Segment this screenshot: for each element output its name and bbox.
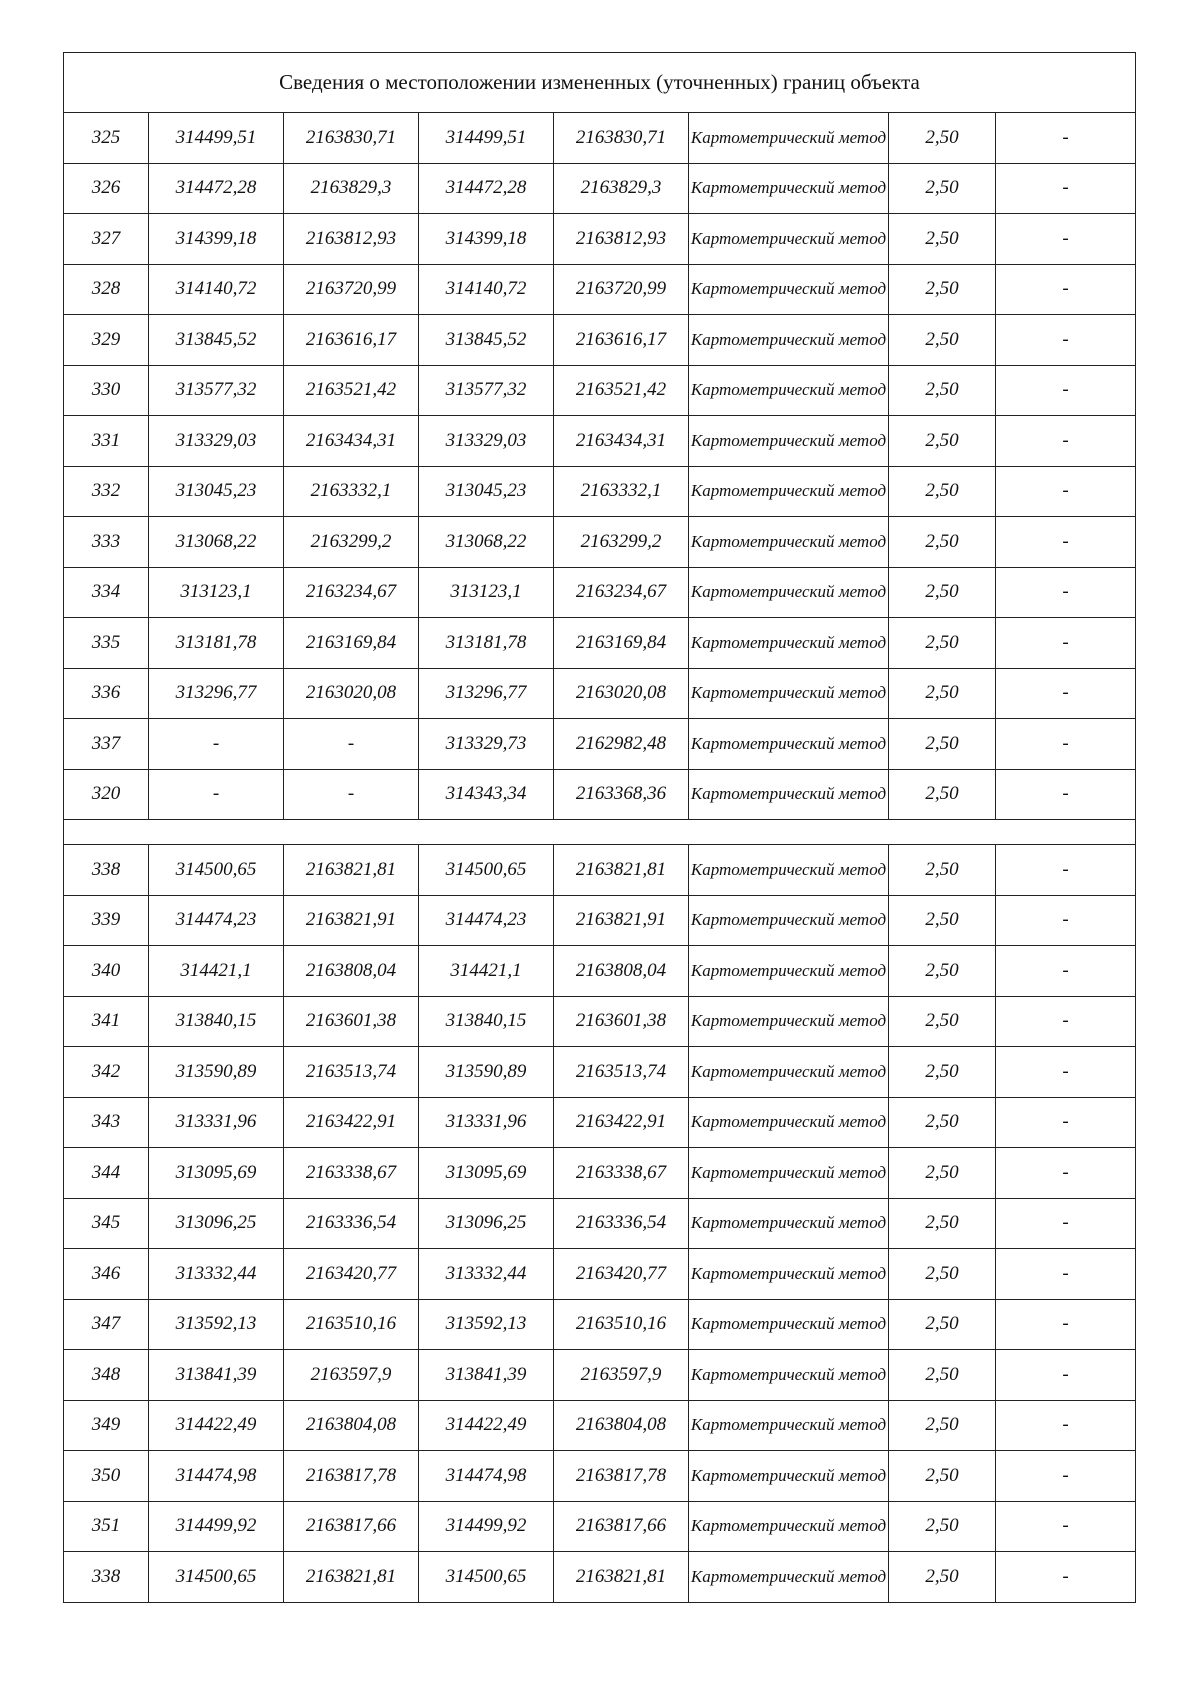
table-row — [64, 264, 1136, 315]
method-cell: Картометрический метод — [689, 1501, 889, 1552]
x-new-cell: 313332,44 — [419, 1249, 554, 1300]
x-new-cell: 314474,98 — [419, 1451, 554, 1502]
table-row — [64, 1198, 1136, 1249]
description-cell: - — [996, 466, 1136, 517]
x-existing-cell: 313331,96 — [149, 1097, 284, 1148]
point-number-cell: 338 — [64, 845, 149, 896]
method-cell: Картометрический метод — [689, 1451, 889, 1502]
method-cell: Картометрический метод — [689, 1047, 889, 1098]
method-cell: Картометрический метод — [689, 113, 889, 164]
description-cell: - — [996, 416, 1136, 467]
y-new-cell: 2163338,67 — [554, 1148, 689, 1199]
accuracy-cell: 2,50 — [889, 163, 996, 214]
point-number-cell: 340 — [64, 946, 149, 997]
method-cell: Картометрический метод — [689, 264, 889, 315]
accuracy-cell: 2,50 — [889, 365, 996, 416]
method-cell: Картометрический метод — [689, 618, 889, 669]
method-cell: Картометрический метод — [689, 1249, 889, 1300]
description-cell: - — [996, 1047, 1136, 1098]
method-cell: Картометрический метод — [689, 1552, 889, 1603]
table-row — [64, 1400, 1136, 1451]
accuracy-cell: 2,50 — [889, 1097, 996, 1148]
description-cell: - — [996, 618, 1136, 669]
x-existing-cell: 313329,03 — [149, 416, 284, 467]
table-title: Сведения о местоположении измененных (уточненных) границ объекта — [64, 53, 1136, 113]
description-cell: - — [996, 214, 1136, 265]
accuracy-cell: 2,50 — [889, 769, 996, 820]
point-number-cell: 320 — [64, 769, 149, 820]
accuracy-cell: 2,50 — [889, 1501, 996, 1552]
point-number-cell: 325 — [64, 113, 149, 164]
point-number-cell: 326 — [64, 163, 149, 214]
x-existing-cell: 314399,18 — [149, 214, 284, 265]
x-existing-cell: 314500,65 — [149, 845, 284, 896]
y-existing-cell: 2163422,91 — [284, 1097, 419, 1148]
point-number-cell: 343 — [64, 1097, 149, 1148]
method-cell: Картометрический метод — [689, 466, 889, 517]
table-row — [64, 1148, 1136, 1199]
description-cell: - — [996, 946, 1136, 997]
point-number-cell: 345 — [64, 1198, 149, 1249]
accuracy-cell: 2,50 — [889, 1451, 996, 1502]
y-existing-cell: 2163336,54 — [284, 1198, 419, 1249]
accuracy-cell: 2,50 — [889, 1552, 996, 1603]
table-row — [64, 163, 1136, 214]
y-new-cell: 2163434,31 — [554, 416, 689, 467]
table-row — [64, 996, 1136, 1047]
y-existing-cell: 2163817,78 — [284, 1451, 419, 1502]
x-new-cell: 313840,15 — [419, 996, 554, 1047]
x-existing-cell: 313845,52 — [149, 315, 284, 366]
y-existing-cell: 2163597,9 — [284, 1350, 419, 1401]
description-cell: - — [996, 1249, 1136, 1300]
point-number-cell: 338 — [64, 1552, 149, 1603]
x-new-cell: 313068,22 — [419, 517, 554, 568]
description-cell: - — [996, 769, 1136, 820]
point-number-cell: 339 — [64, 895, 149, 946]
table-row — [64, 1097, 1136, 1148]
x-existing-cell: 314500,65 — [149, 1552, 284, 1603]
x-existing-cell: 313592,13 — [149, 1299, 284, 1350]
y-new-cell: 2163804,08 — [554, 1400, 689, 1451]
method-cell: Картометрический метод — [689, 567, 889, 618]
y-existing-cell: 2163338,67 — [284, 1148, 419, 1199]
point-number-cell: 349 — [64, 1400, 149, 1451]
description-cell: - — [996, 1198, 1136, 1249]
method-cell: Картометрический метод — [689, 719, 889, 770]
x-existing-cell: 314421,1 — [149, 946, 284, 997]
y-new-cell: 2163812,93 — [554, 214, 689, 265]
method-cell: Картометрический метод — [689, 214, 889, 265]
x-existing-cell: 313841,39 — [149, 1350, 284, 1401]
y-existing-cell: 2163808,04 — [284, 946, 419, 997]
method-cell: Картометрический метод — [689, 517, 889, 568]
table-row — [64, 895, 1136, 946]
description-cell: - — [996, 719, 1136, 770]
table-row — [64, 1047, 1136, 1098]
accuracy-cell: 2,50 — [889, 1249, 996, 1300]
y-new-cell: 2163332,1 — [554, 466, 689, 517]
group-separator-row — [64, 820, 1136, 845]
table-row — [64, 365, 1136, 416]
point-number-cell: 347 — [64, 1299, 149, 1350]
table-row — [64, 845, 1136, 896]
table-row — [64, 517, 1136, 568]
x-existing-cell: 314140,72 — [149, 264, 284, 315]
description-cell: - — [996, 113, 1136, 164]
description-cell: - — [996, 845, 1136, 896]
method-cell: Картометрический метод — [689, 1299, 889, 1350]
method-cell: Картометрический метод — [689, 315, 889, 366]
table-row — [64, 1249, 1136, 1300]
x-new-cell: 313123,1 — [419, 567, 554, 618]
method-cell: Картометрический метод — [689, 365, 889, 416]
y-existing-cell: 2163420,77 — [284, 1249, 419, 1300]
y-new-cell: 2163169,84 — [554, 618, 689, 669]
y-existing-cell: 2163720,99 — [284, 264, 419, 315]
x-new-cell: 314140,72 — [419, 264, 554, 315]
x-new-cell: 313096,25 — [419, 1198, 554, 1249]
x-new-cell: 314421,1 — [419, 946, 554, 997]
point-number-cell: 341 — [64, 996, 149, 1047]
y-new-cell: 2163817,78 — [554, 1451, 689, 1502]
x-existing-cell: 314499,92 — [149, 1501, 284, 1552]
accuracy-cell: 2,50 — [889, 1047, 996, 1098]
method-cell: Картометрический метод — [689, 946, 889, 997]
table-row — [64, 1451, 1136, 1502]
accuracy-cell: 2,50 — [889, 996, 996, 1047]
x-new-cell: 313329,03 — [419, 416, 554, 467]
y-new-cell: 2163336,54 — [554, 1198, 689, 1249]
y-existing-cell: 2163821,81 — [284, 845, 419, 896]
y-new-cell: 2163422,91 — [554, 1097, 689, 1148]
description-cell: - — [996, 668, 1136, 719]
accuracy-cell: 2,50 — [889, 315, 996, 366]
description-cell: - — [996, 1299, 1136, 1350]
x-existing-cell: 313123,1 — [149, 567, 284, 618]
method-cell: Картометрический метод — [689, 163, 889, 214]
x-new-cell: 313845,52 — [419, 315, 554, 366]
x-new-cell: 313095,69 — [419, 1148, 554, 1199]
point-number-cell: 344 — [64, 1148, 149, 1199]
point-number-cell: 327 — [64, 214, 149, 265]
x-existing-cell: 313577,32 — [149, 365, 284, 416]
y-existing-cell: 2163521,42 — [284, 365, 419, 416]
x-new-cell: 314472,28 — [419, 163, 554, 214]
point-number-cell: 350 — [64, 1451, 149, 1502]
y-new-cell: 2163368,36 — [554, 769, 689, 820]
description-cell: - — [996, 1148, 1136, 1199]
description-cell: - — [996, 1097, 1136, 1148]
accuracy-cell: 2,50 — [889, 1148, 996, 1199]
x-existing-cell: 313095,69 — [149, 1148, 284, 1199]
point-number-cell: 351 — [64, 1501, 149, 1552]
accuracy-cell: 2,50 — [889, 845, 996, 896]
y-new-cell: 2163808,04 — [554, 946, 689, 997]
x-existing-cell: 314474,98 — [149, 1451, 284, 1502]
accuracy-cell: 2,50 — [889, 517, 996, 568]
y-new-cell: 2163616,17 — [554, 315, 689, 366]
x-existing-cell: 314422,49 — [149, 1400, 284, 1451]
method-cell: Картометрический метод — [689, 895, 889, 946]
description-cell: - — [996, 517, 1136, 568]
description-cell: - — [996, 264, 1136, 315]
description-cell: - — [996, 163, 1136, 214]
y-existing-cell: 2163817,66 — [284, 1501, 419, 1552]
y-existing-cell: 2163830,71 — [284, 113, 419, 164]
y-existing-cell: 2163829,3 — [284, 163, 419, 214]
point-number-cell: 336 — [64, 668, 149, 719]
y-existing-cell: - — [284, 719, 419, 770]
x-existing-cell: 313045,23 — [149, 466, 284, 517]
x-new-cell: 313181,78 — [419, 618, 554, 669]
accuracy-cell: 2,50 — [889, 946, 996, 997]
table-row — [64, 719, 1136, 770]
x-new-cell: 313331,96 — [419, 1097, 554, 1148]
x-new-cell: 314499,92 — [419, 1501, 554, 1552]
x-existing-cell: 313590,89 — [149, 1047, 284, 1098]
point-number-cell: 332 — [64, 466, 149, 517]
y-existing-cell: 2163616,17 — [284, 315, 419, 366]
method-cell: Картометрический метод — [689, 1400, 889, 1451]
x-new-cell: 314474,23 — [419, 895, 554, 946]
x-existing-cell: - — [149, 719, 284, 770]
y-new-cell: 2163513,74 — [554, 1047, 689, 1098]
table-row — [64, 1299, 1136, 1350]
table-row — [64, 1552, 1136, 1603]
y-existing-cell: 2163821,91 — [284, 895, 419, 946]
y-existing-cell: 2163812,93 — [284, 214, 419, 265]
method-cell: Картометрический метод — [689, 996, 889, 1047]
y-new-cell: 2163020,08 — [554, 668, 689, 719]
description-cell: - — [996, 1350, 1136, 1401]
table-title-row — [64, 53, 1136, 113]
method-cell: Картометрический метод — [689, 416, 889, 467]
description-cell: - — [996, 1501, 1136, 1552]
accuracy-cell: 2,50 — [889, 1400, 996, 1451]
method-cell: Картометрический метод — [689, 1148, 889, 1199]
x-new-cell: 313841,39 — [419, 1350, 554, 1401]
table-row — [64, 567, 1136, 618]
x-new-cell: 313590,89 — [419, 1047, 554, 1098]
description-cell: - — [996, 315, 1136, 366]
point-number-cell: 333 — [64, 517, 149, 568]
method-cell: Картометрический метод — [689, 1198, 889, 1249]
x-existing-cell: 313096,25 — [149, 1198, 284, 1249]
accuracy-cell: 2,50 — [889, 264, 996, 315]
description-cell: - — [996, 996, 1136, 1047]
y-new-cell: 2163821,91 — [554, 895, 689, 946]
y-new-cell: 2163234,67 — [554, 567, 689, 618]
x-existing-cell: 313840,15 — [149, 996, 284, 1047]
boundary-coordinates-table — [63, 52, 1136, 1603]
x-new-cell: 314500,65 — [419, 1552, 554, 1603]
method-cell: Картометрический метод — [689, 769, 889, 820]
point-number-cell: 329 — [64, 315, 149, 366]
table-row — [64, 618, 1136, 669]
description-cell: - — [996, 365, 1136, 416]
x-new-cell: 313577,32 — [419, 365, 554, 416]
x-new-cell: 314422,49 — [419, 1400, 554, 1451]
accuracy-cell: 2,50 — [889, 214, 996, 265]
method-cell: Картометрический метод — [689, 1350, 889, 1401]
method-cell: Картометрический метод — [689, 845, 889, 896]
y-new-cell: 2163521,42 — [554, 365, 689, 416]
y-new-cell: 2163597,9 — [554, 1350, 689, 1401]
y-new-cell: 2163829,3 — [554, 163, 689, 214]
y-new-cell: 2163720,99 — [554, 264, 689, 315]
accuracy-cell: 2,50 — [889, 668, 996, 719]
accuracy-cell: 2,50 — [889, 618, 996, 669]
x-existing-cell: 314499,51 — [149, 113, 284, 164]
y-existing-cell: 2163169,84 — [284, 618, 419, 669]
point-number-cell: 331 — [64, 416, 149, 467]
x-new-cell: 314500,65 — [419, 845, 554, 896]
point-number-cell: 342 — [64, 1047, 149, 1098]
table-row — [64, 1350, 1136, 1401]
accuracy-cell: 2,50 — [889, 113, 996, 164]
table-row — [64, 315, 1136, 366]
document-page — [63, 52, 1135, 1603]
table-row — [64, 668, 1136, 719]
y-new-cell: 2162982,48 — [554, 719, 689, 770]
accuracy-cell: 2,50 — [889, 416, 996, 467]
y-existing-cell: 2163804,08 — [284, 1400, 419, 1451]
y-existing-cell: 2163332,1 — [284, 466, 419, 517]
point-number-cell: 346 — [64, 1249, 149, 1300]
x-existing-cell: 313068,22 — [149, 517, 284, 568]
accuracy-cell: 2,50 — [889, 1350, 996, 1401]
y-new-cell: 2163830,71 — [554, 113, 689, 164]
method-cell: Картометрический метод — [689, 1097, 889, 1148]
y-existing-cell: 2163601,38 — [284, 996, 419, 1047]
accuracy-cell: 2,50 — [889, 895, 996, 946]
table-row — [64, 769, 1136, 820]
y-existing-cell: 2163434,31 — [284, 416, 419, 467]
x-existing-cell: 314472,28 — [149, 163, 284, 214]
accuracy-cell: 2,50 — [889, 1299, 996, 1350]
point-number-cell: 337 — [64, 719, 149, 770]
y-new-cell: 2163821,81 — [554, 845, 689, 896]
table-row — [64, 1501, 1136, 1552]
y-existing-cell: 2163513,74 — [284, 1047, 419, 1098]
y-existing-cell: 2163299,2 — [284, 517, 419, 568]
x-existing-cell: 313181,78 — [149, 618, 284, 669]
y-new-cell: 2163299,2 — [554, 517, 689, 568]
accuracy-cell: 2,50 — [889, 567, 996, 618]
table-row — [64, 214, 1136, 265]
method-cell: Картометрический метод — [689, 668, 889, 719]
y-existing-cell: 2163020,08 — [284, 668, 419, 719]
group-separator — [64, 820, 1136, 845]
table-row — [64, 946, 1136, 997]
point-number-cell: 334 — [64, 567, 149, 618]
x-new-cell: 313045,23 — [419, 466, 554, 517]
accuracy-cell: 2,50 — [889, 1198, 996, 1249]
y-new-cell: 2163601,38 — [554, 996, 689, 1047]
table-row — [64, 113, 1136, 164]
description-cell: - — [996, 567, 1136, 618]
description-cell: - — [996, 1400, 1136, 1451]
point-number-cell: 330 — [64, 365, 149, 416]
y-existing-cell: 2163234,67 — [284, 567, 419, 618]
y-new-cell: 2163420,77 — [554, 1249, 689, 1300]
description-cell: - — [996, 1451, 1136, 1502]
x-new-cell: 313592,13 — [419, 1299, 554, 1350]
y-new-cell: 2163510,16 — [554, 1299, 689, 1350]
table-body — [64, 53, 1136, 1603]
x-new-cell: 314399,18 — [419, 214, 554, 265]
table-row — [64, 466, 1136, 517]
y-existing-cell: 2163821,81 — [284, 1552, 419, 1603]
x-existing-cell: - — [149, 769, 284, 820]
x-existing-cell: 313296,77 — [149, 668, 284, 719]
x-existing-cell: 313332,44 — [149, 1249, 284, 1300]
accuracy-cell: 2,50 — [889, 466, 996, 517]
description-cell: - — [996, 1552, 1136, 1603]
x-new-cell: 313296,77 — [419, 668, 554, 719]
point-number-cell: 335 — [64, 618, 149, 669]
point-number-cell: 348 — [64, 1350, 149, 1401]
table-row — [64, 416, 1136, 467]
point-number-cell: 328 — [64, 264, 149, 315]
y-new-cell: 2163817,66 — [554, 1501, 689, 1552]
accuracy-cell: 2,50 — [889, 719, 996, 770]
description-cell: - — [996, 895, 1136, 946]
y-new-cell: 2163821,81 — [554, 1552, 689, 1603]
x-new-cell: 314499,51 — [419, 113, 554, 164]
x-existing-cell: 314474,23 — [149, 895, 284, 946]
x-new-cell: 314343,34 — [419, 769, 554, 820]
y-existing-cell: - — [284, 769, 419, 820]
x-new-cell: 313329,73 — [419, 719, 554, 770]
y-existing-cell: 2163510,16 — [284, 1299, 419, 1350]
